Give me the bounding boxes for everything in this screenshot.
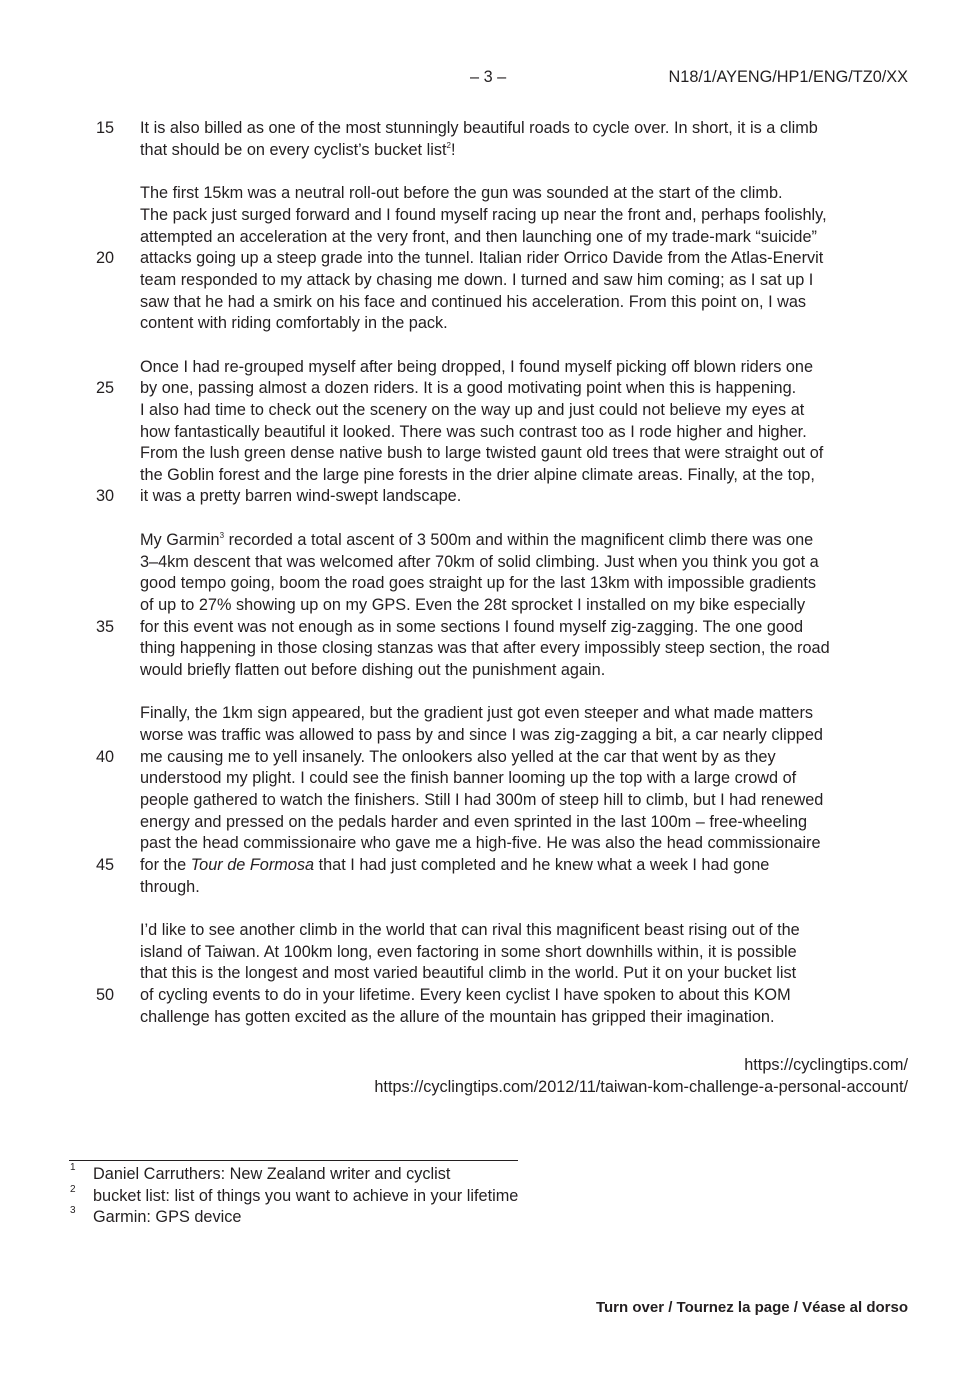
line-number-40: 40 xyxy=(96,748,115,766)
page-number: – 3 – xyxy=(470,68,507,86)
text-line: people gathered to watch the finishers. Still I had 300m of steep hill to climb, but I had renewed xyxy=(140,791,824,809)
turn-over-note: Turn over / Tournez la page / Véase al dorso xyxy=(595,1299,908,1316)
text-line: thing happening in those closing stanzas was that after every impossibly steep section, the road xyxy=(140,639,830,657)
footnote-text: Garmin: GPS device xyxy=(93,1208,242,1226)
text-line: I also had time to check out the scenery on the way up and just could not believe my eyes at xyxy=(140,401,805,419)
text-line xyxy=(140,531,813,550)
text-line xyxy=(140,856,769,875)
text-line: of up to 27% showing up on my GPS. Even the 28t sprocket I installed on my bike especially xyxy=(140,596,806,614)
text-line: energy and pressed on the pedals harder and even sprinted in the last 100m – free-wheeling xyxy=(140,813,808,831)
text-line: of cycling events to do in your lifetime. Every keen cyclist I have spoken to about this KOM xyxy=(140,986,791,1004)
footnote-ref-3: 3 xyxy=(219,531,225,540)
source-url[interactable]: https://cyclingtips.com/2012/11/taiwan-kom-challenge-a-personal-account/ xyxy=(374,1078,908,1096)
text-run: that should be on every cyclist’s bucket list xyxy=(140,141,447,159)
footnote-text: Daniel Carruthers: New Zealand writer and cyclist xyxy=(93,1165,451,1183)
line-number-45: 45 xyxy=(96,856,115,874)
line-number-15: 15 xyxy=(96,119,115,137)
text-line: past the head commissionaire who gave me a high-five. He was also the head commissionaire xyxy=(140,834,821,852)
text-run: for the xyxy=(140,856,191,874)
text-line: through. xyxy=(140,878,200,896)
text-line: 3–4km descent that was welcomed after 70km of solid climbing. Just when you think you got a xyxy=(140,553,819,571)
footnote-ref-2: 2 xyxy=(446,141,451,150)
line-number-25: 25 xyxy=(96,379,115,397)
text-line: From the lush green dense native bush to large twisted gaunt old trees that were straight out of xyxy=(140,444,824,462)
text-line xyxy=(140,141,455,160)
text-line: The first 15km was a neutral roll-out before the gun was sounded at the start of the climb. xyxy=(140,184,783,202)
italic-title: Tour de Formosa xyxy=(190,856,315,874)
text-line: The pack just surged forward and I found myself racing up near the front and, perhaps foolishly, xyxy=(140,206,827,224)
text-run: recorded a total ascent of 3 500m and within the magnificent climb there was one xyxy=(224,531,814,549)
text-line: understood my plight. I could see the finish banner looming up the top with a large crowd of xyxy=(140,769,797,787)
text-line: worse was traffic was allowed to pass by and since I was zig-zagging a bit, a car nearly clipped xyxy=(140,726,823,744)
footnote-text: bucket list: list of things you want to achieve in your lifetime xyxy=(93,1187,519,1205)
text-line: by one, passing almost a dozen riders. It is a good motivating point when this is happening. xyxy=(140,379,797,397)
text-line: me causing me to yell insanely. The onlookers also yelled at the car that went by as they xyxy=(140,748,776,766)
text-line: content with riding comfortably in the pack. xyxy=(140,314,448,332)
source-url[interactable]: https://cyclingtips.com/ xyxy=(744,1056,908,1074)
text-run: that I had just completed and he knew what a week I had gone xyxy=(314,856,770,874)
text-line: good tempo going, boom the road goes straight up for the last 13km with impossible gradients xyxy=(140,574,817,592)
text-line: for this event was not enough as in some sections I found myself zig-zagging. The one good xyxy=(140,618,804,636)
text-line: Finally, the 1km sign appeared, but the gradient just got even steeper and what made matters xyxy=(140,704,814,722)
text-line: that this is the longest and most varied beautiful climb in the world. Put it on your bucket list xyxy=(140,964,797,982)
text-line: the Goblin forest and the large pine forests in the drier alpine climate areas. Finally, at the top, xyxy=(140,466,815,484)
text-line: challenge has gotten excited as the allure of the mountain has gripped their imagination. xyxy=(140,1008,775,1026)
text-line: attempted an acceleration at the very front, and then launching one of my trade-mark “suicide” xyxy=(140,228,817,246)
line-number-35: 35 xyxy=(96,618,115,636)
text-line: I’d like to see another climb in the world that can rival this magnificent beast rising out of the xyxy=(140,921,800,939)
exam-code: N18/1/AYENG/HP1/ENG/TZ0/XX xyxy=(668,68,908,86)
footnote-divider xyxy=(69,1160,518,1161)
text-line: Once I had re-grouped myself after being dropped, I found myself picking off blown riders one xyxy=(140,358,814,376)
text-line: team responded to my attack by chasing me down. I turned and saw him coming; as I sat up I xyxy=(140,271,814,289)
footnote-mark: 1 xyxy=(70,1162,76,1173)
text-line: it was a pretty barren wind-swept landscape. xyxy=(140,487,462,505)
footnote-mark: 2 xyxy=(70,1184,76,1195)
text-line: attacks going up a steep grade into the tunnel. Italian rider Orrico Davide from the Atlas-Enervit xyxy=(140,249,824,267)
text-run: ! xyxy=(450,141,456,159)
footnote-mark: 3 xyxy=(70,1205,76,1216)
text-run: My Garmin xyxy=(140,531,220,549)
text-line: It is also billed as one of the most stunningly beautiful roads to cycle over. In short, it is a climb xyxy=(140,119,818,137)
text-line: would briefly flatten out before dishing out the punishment again. xyxy=(140,661,606,679)
text-line: island of Taiwan. At 100km long, even factoring in some short downhills within, it is possible xyxy=(140,943,797,961)
line-number-50: 50 xyxy=(96,986,115,1004)
line-number-20: 20 xyxy=(96,249,115,267)
text-line: saw that he had a smirk on his face and continued his acceleration. From this point on, I was xyxy=(140,293,807,311)
line-number-30: 30 xyxy=(96,487,115,505)
text-line: how fantastically beautiful it looked. There was such contrast too as I rode higher and higher. xyxy=(140,423,807,441)
